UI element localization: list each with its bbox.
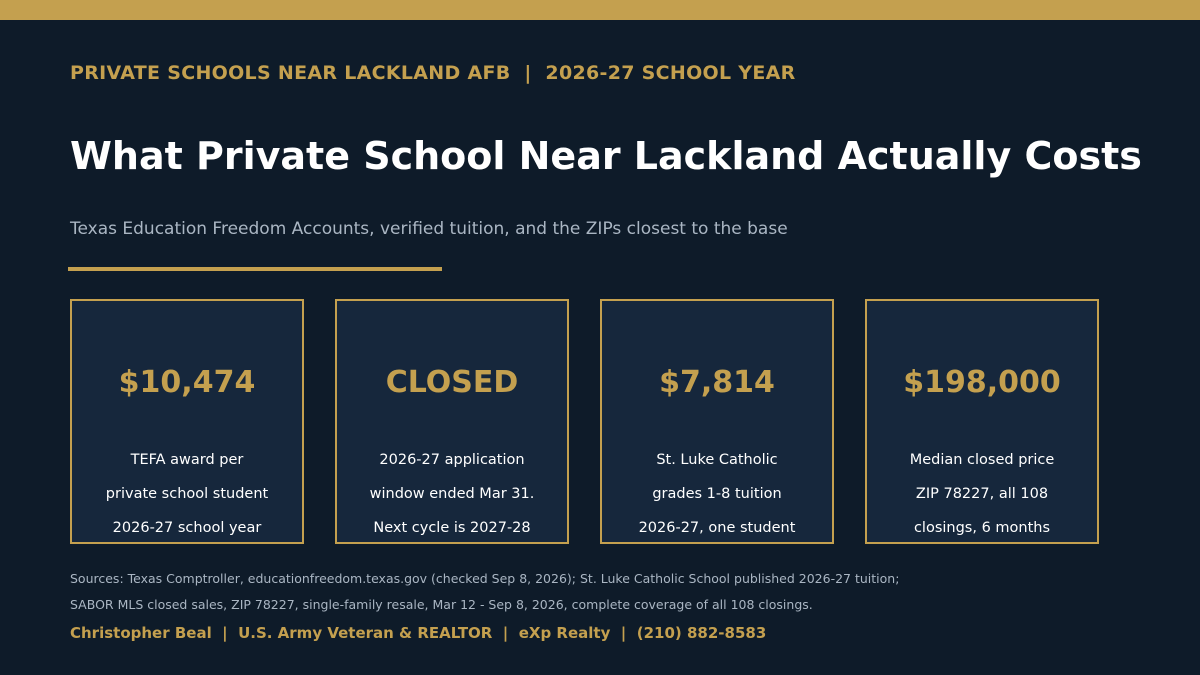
sources-line: SABOR MLS closed sales, ZIP 78227, single-family resale, Mar 12 - Sep 8, 2026, complete coverage of all 108 closings. <box>70 597 813 612</box>
stat-card-application-status <box>335 299 569 544</box>
page-title: What Private School Near Lackland Actually Costs <box>70 134 1142 178</box>
sources-note <box>70 566 899 618</box>
stat-description-line: Median closed price <box>909 452 1055 468</box>
stat-card-tefa-award <box>70 299 304 544</box>
stat-description-line: window ended Mar 31. <box>369 486 535 502</box>
stat-description-line: private school student <box>105 486 269 502</box>
page-subtitle: Texas Education Freedom Accounts, verified tuition, and the ZIPs closest to the base <box>70 219 788 239</box>
stat-description <box>602 443 832 545</box>
stat-description-line: 2026-27 school year <box>112 520 262 536</box>
stat-value: $7,814 <box>659 365 775 400</box>
top-accent-bar <box>0 0 1200 20</box>
stat-description-line: St. Luke Catholic <box>656 452 778 468</box>
stat-description-line: TEFA award per <box>130 452 244 468</box>
stat-description-line: 2026-27 application <box>379 452 525 468</box>
stat-description <box>337 443 567 545</box>
stat-card-median-price <box>865 299 1099 544</box>
stat-description-line: 2026-27, one student <box>638 520 796 536</box>
stat-value: $10,474 <box>118 365 256 400</box>
stat-description <box>867 443 1097 545</box>
sources-line: Sources: Texas Comptroller, educationfreedom.texas.gov (checked Sep 8, 2026); St. Luke Catholic School published 2026-27 tuition; <box>70 571 900 586</box>
stat-description-line: ZIP 78227, all 108 <box>915 486 1049 502</box>
stat-description <box>72 443 302 545</box>
stat-description-line: closings, 6 months <box>913 520 1051 536</box>
title-divider <box>68 267 442 271</box>
agent-contact-footer: Christopher Beal | U.S. Army Veteran & REALTOR | eXp Realty | (210) 882-8583 <box>70 624 767 642</box>
stat-description-line: grades 1-8 tuition <box>652 486 782 502</box>
eyebrow-heading: PRIVATE SCHOOLS NEAR LACKLAND AFB | 2026-27 SCHOOL YEAR <box>70 62 796 84</box>
stat-card-tuition <box>600 299 834 544</box>
stat-value: CLOSED <box>385 365 519 400</box>
stat-description-line: Next cycle is 2027-28 <box>373 520 531 536</box>
stat-value: $198,000 <box>903 365 1061 400</box>
